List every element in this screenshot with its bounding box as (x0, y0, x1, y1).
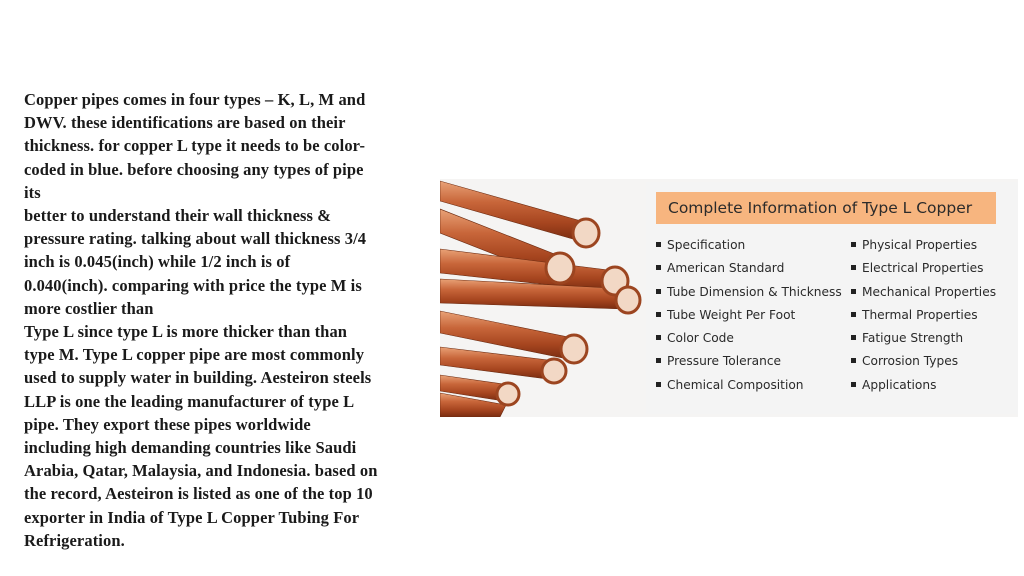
paragraph-line: pressure rating. talking about wall thickness 3/4 (24, 229, 367, 249)
bullet-icon (656, 242, 661, 247)
bullet-icon (851, 312, 856, 317)
paragraph-line: 0.040(inch). comparing with price the type M is (24, 275, 362, 295)
bullet-icon (656, 382, 661, 387)
paragraph-line: Copper pipes comes in four types – K, L, M and (24, 90, 366, 109)
bullet-icon (656, 335, 661, 340)
paragraph-line: inch is 0.045(inch) while 1/2 inch is of (24, 252, 291, 272)
paragraph-line: including high demanding countries like Saudi (24, 438, 357, 458)
copper-pipes-illustration (440, 179, 650, 417)
paragraph-line: DWV. these identifications are based on their (24, 113, 346, 133)
paragraph-line: its (24, 182, 41, 202)
bullet-icon (851, 358, 856, 363)
list-item: Tube Weight Per Foot (656, 307, 842, 330)
list-item: Color Code (656, 330, 842, 353)
bullet-icon (656, 289, 661, 294)
bullet-icon (656, 312, 661, 317)
paragraph-line: exporter in India of Type L Copper Tubing For (24, 507, 360, 527)
paragraph-line: used to supply water in building. Aesteiron steels (24, 368, 372, 388)
paragraph-line: pipe. They export these pipes worldwide (24, 414, 311, 434)
paragraph-line: more costlier than (24, 298, 154, 318)
paragraph-line: Arabia, Qatar, Malaysia, and Indonesia. based on (24, 461, 378, 481)
list-item: Corrosion Types (851, 353, 996, 376)
paragraph-line: Type L since type L is more thicker than than (24, 322, 348, 342)
list-item: Electrical Properties (851, 260, 996, 283)
bullet-icon (851, 335, 856, 340)
paragraph-line: thickness. for copper L type it needs to be color- (24, 136, 366, 156)
paragraph-line: Refrigeration. (24, 530, 125, 550)
list-item: Fatigue Strength (851, 330, 996, 353)
list-item: Mechanical Properties (851, 284, 996, 307)
bullet-icon (851, 289, 856, 294)
paragraph-line: coded in blue. before choosing any types of pipe (24, 159, 364, 179)
paragraph-line: type M. Type L copper pipe are most commonly (24, 345, 365, 365)
list-item: Applications (851, 377, 996, 400)
bullet-icon (851, 242, 856, 247)
list-item: Thermal Properties (851, 307, 996, 330)
type-l-info-card (646, 182, 1018, 414)
bullet-icon (656, 265, 661, 270)
list-item: Chemical Composition (656, 377, 842, 400)
pipe-group (440, 181, 630, 417)
list-item: Tube Dimension & Thickness (656, 284, 842, 307)
paragraph-line: better to understand their wall thickness & (24, 206, 332, 226)
list-item: Specification (656, 237, 842, 260)
paragraph-line: LLP is one the leading manufacturer of type L (24, 391, 355, 411)
bullet-icon (851, 382, 856, 387)
list-item: Physical Properties (851, 237, 996, 260)
paragraph-line: the record, Aesteiron is listed as one of the top 10 (24, 484, 373, 504)
info-list-left (656, 237, 842, 400)
bullet-icon (656, 358, 661, 363)
bullet-icon (851, 265, 856, 270)
info-list-right (851, 237, 996, 400)
info-card-title: Complete Information of Type L Copper (656, 192, 996, 224)
list-item: Pressure Tolerance (656, 353, 842, 376)
list-item: American Standard (656, 260, 842, 283)
body-paragraph (24, 88, 444, 552)
